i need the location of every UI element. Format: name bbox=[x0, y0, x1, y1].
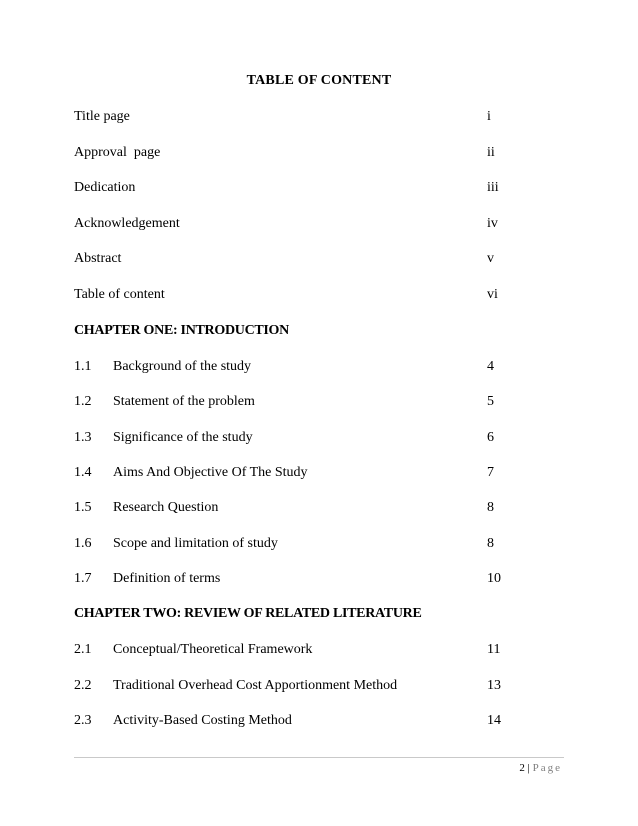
toc-entry-2-1 bbox=[74, 640, 514, 660]
section-number: 1.7 bbox=[74, 571, 92, 586]
toc-entry-page: 11 bbox=[487, 642, 501, 657]
toc-entry-label: Acknowledgement bbox=[74, 216, 180, 231]
toc-entry-abstract bbox=[74, 249, 514, 269]
section-number: 1.3 bbox=[74, 430, 92, 445]
toc-entry-1-1 bbox=[74, 357, 514, 377]
toc-entry-1-2 bbox=[74, 392, 514, 412]
footer-divider bbox=[74, 757, 564, 758]
toc-entry-label: Aims And Objective Of The Study bbox=[113, 465, 308, 480]
toc-entry-1-7 bbox=[74, 569, 514, 589]
toc-entry-label: Significance of the study bbox=[113, 430, 253, 445]
toc-entry-approval-page bbox=[74, 143, 514, 163]
toc-entry-page: 6 bbox=[487, 430, 494, 445]
chapter-heading-label: CHAPTER ONE: INTRODUCTION bbox=[74, 323, 289, 338]
section-number: 1.2 bbox=[74, 394, 92, 409]
chapter-heading-label: CHAPTER TWO: REVIEW OF RELATED LITERATURE bbox=[74, 606, 422, 621]
toc-entry-1-3 bbox=[74, 428, 514, 448]
toc-entry-title-page bbox=[74, 107, 514, 127]
page-footer bbox=[400, 762, 562, 774]
toc-entry-label: Statement of the problem bbox=[113, 394, 255, 409]
toc-entry-page: 10 bbox=[487, 571, 501, 586]
toc-entry-page: iv bbox=[487, 216, 498, 231]
toc-entry-2-2 bbox=[74, 676, 514, 696]
toc-entry-dedication bbox=[74, 178, 514, 198]
toc-entry-label: Abstract bbox=[74, 251, 122, 266]
toc-entry-label: Dedication bbox=[74, 180, 136, 195]
toc-entry-label: Background of the study bbox=[113, 359, 252, 374]
section-number: 1.5 bbox=[74, 500, 92, 515]
toc-entry-page: i bbox=[487, 109, 491, 124]
toc-entry-page: 4 bbox=[487, 359, 494, 374]
chapter-heading-two bbox=[74, 604, 514, 624]
toc-entry-page: v bbox=[487, 251, 494, 266]
chapter-heading-one bbox=[74, 321, 514, 341]
toc-entry-acknowledgement bbox=[74, 214, 514, 234]
toc-entry-page: 8 bbox=[487, 500, 494, 515]
section-number: 1.4 bbox=[74, 465, 92, 480]
toc-entry-page: 13 bbox=[487, 678, 501, 693]
toc-entry-page: iii bbox=[487, 180, 499, 195]
toc-entry-page: 14 bbox=[487, 713, 501, 728]
toc-entry-1-5 bbox=[74, 498, 514, 518]
toc-entry-label: Traditional Overhead Cost Apportionment Method bbox=[113, 678, 398, 693]
page-title: TABLE OF CONTENT bbox=[246, 73, 392, 88]
toc-entry-page: vi bbox=[487, 287, 498, 302]
toc-entry-label: Conceptual/Theoretical Framework bbox=[113, 642, 313, 657]
footer-page-word: Page bbox=[532, 762, 562, 774]
toc-entry-1-4 bbox=[74, 463, 514, 483]
toc-entry-label: Research Question bbox=[113, 500, 219, 515]
toc-entry-page: 8 bbox=[487, 536, 494, 551]
section-number: 2.2 bbox=[74, 678, 92, 693]
footer-page-number: 2 bbox=[519, 762, 525, 774]
toc-entry-label: Activity-Based Costing Method bbox=[113, 713, 292, 728]
toc-entry-page: 7 bbox=[487, 465, 494, 480]
toc-entry-label: Definition of terms bbox=[113, 571, 221, 586]
toc-entry-1-6 bbox=[74, 534, 514, 554]
section-number: 1.1 bbox=[74, 359, 92, 374]
toc-entry-2-3 bbox=[74, 711, 514, 731]
toc-entry-label: Title page bbox=[74, 109, 130, 124]
toc-entry-label: Approval page bbox=[74, 145, 161, 160]
toc-entry-page: ii bbox=[487, 145, 495, 160]
toc-entry-table-of-content bbox=[74, 285, 514, 305]
section-number: 2.1 bbox=[74, 642, 92, 657]
footer-separator: | bbox=[524, 762, 533, 774]
toc-entry-label: Scope and limitation of study bbox=[113, 536, 278, 551]
toc-entry-page: 5 bbox=[487, 394, 494, 409]
section-number: 1.6 bbox=[74, 536, 92, 551]
section-number: 2.3 bbox=[74, 713, 92, 728]
toc-entry-label: Table of content bbox=[74, 287, 165, 302]
